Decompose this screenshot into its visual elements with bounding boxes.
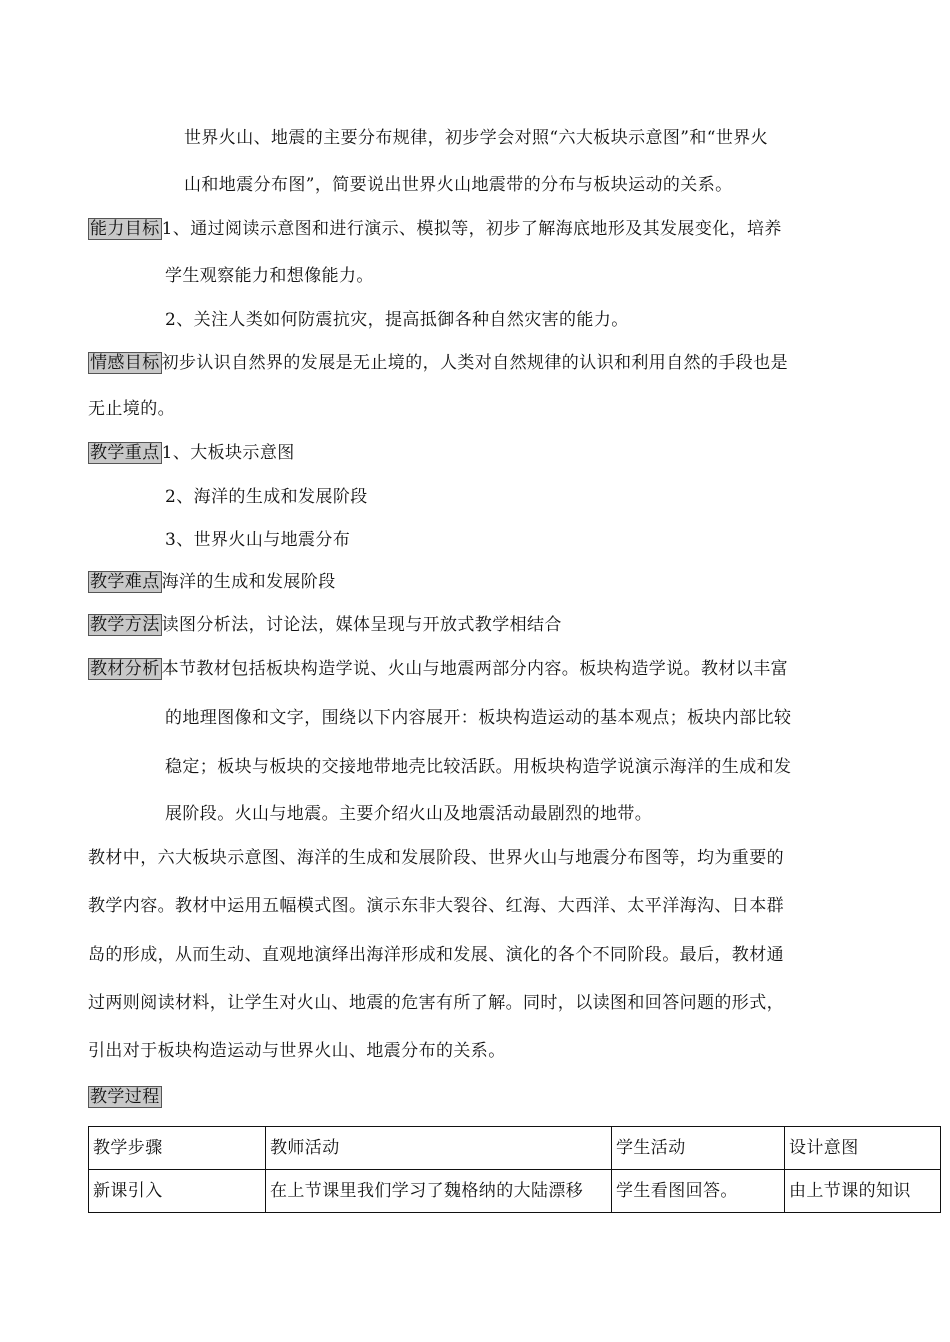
cell-student-activity: 学生看图回答。 [612,1170,785,1213]
cell-teacher-activity: 在上节课里我们学习了魏格纳的大陆漂移 [266,1170,612,1213]
difficulty-label: 教学难点 [90,572,160,592]
ability-goal-item-1: 1、通过阅读示意图和进行演示、模拟等，初步了解海底地形及其发展变化，培养 [161,219,782,239]
cell-step: 新课引入 [89,1170,266,1213]
difficulty-row [88,570,336,594]
method-text: 读图分析法，讨论法，媒体呈现与开放式教学相结合 [161,615,562,635]
key-points-label: 教学重点 [90,443,160,463]
ability-goal-label: 能力目标 [90,219,160,239]
header-step: 教学步骤 [89,1127,266,1170]
emotion-goal-text-cont: 无止境的。 [88,399,175,419]
method-label: 教学方法 [90,615,160,635]
emotion-goal-text: 初步认识自然界的发展是无止境的，人类对自然规律的认识和利用自然的手段也是 [161,353,789,373]
emotion-goal-label: 情感目标 [90,353,160,373]
paragraph-line-2: 教学内容。教材中运用五幅模式图。演示东非大裂谷、红海、大西洋、太平洋海沟、日本群 [88,896,784,916]
key-points-row [88,441,295,465]
analysis-line-1: 本节教材包括板块构造学说、火山与地震两部分内容。板块构造学说。教材以丰富 [161,659,789,679]
analysis-row [88,657,788,681]
key-point-1: 1、大板块示意图 [161,443,295,463]
paragraph-line-4: 过两则阅读材料，让学生对火山、地震的危害有所了解。同时，以读图和回答问题的形式， [88,993,784,1013]
cell-design-intent: 由上节课的知识 [785,1170,941,1213]
table-header-row [89,1127,941,1170]
ability-goal-row [88,217,782,241]
process-row [88,1085,162,1109]
goals-continued-line-1: 世界火山、地震的主要分布规律，初步学会对照“六大板块示意图”和“世界火 [184,128,769,148]
header-student-activity: 学生活动 [612,1127,785,1170]
header-design-intent: 设计意图 [785,1127,941,1170]
emotion-goal-row [88,351,788,375]
key-point-2: 2、海洋的生成和发展阶段 [165,487,368,507]
ability-goal-item-2: 2、关注人类如何防震抗灾，提高抵御各种自然灾害的能力。 [165,310,629,330]
table-row [89,1170,941,1213]
paragraph-line-5: 引出对于板块构造运动与世界火山、地震分布的关系。 [88,1041,506,1061]
paragraph-line-1: 教材中，六大板块示意图、海洋的生成和发展阶段、世界火山与地震分布图等，均为重要的 [88,848,784,868]
analysis-line-4: 展阶段。火山与地震。主要介绍火山及地震活动最剧烈的地带。 [165,804,653,824]
difficulty-text: 海洋的生成和发展阶段 [161,572,336,592]
paragraph-line-3: 岛的形成，从而生动、直观地演绎出海洋形成和发展、演化的各个不同阶段。最后，教材通 [88,945,784,965]
method-row [88,613,562,637]
header-teacher-activity: 教师活动 [266,1127,612,1170]
analysis-label: 教材分析 [90,659,160,679]
process-label: 教学过程 [90,1087,160,1107]
process-table [88,1126,941,1213]
analysis-line-2: 的地理图像和文字，围绕以下内容展开：板块构造运动的基本观点；板块内部比较 [165,708,792,728]
goals-continued-line-2: 山和地震分布图”，简要说出世界火山地震带的分布与板块运动的关系。 [184,175,733,195]
analysis-line-3: 稳定；板块与板块的交接地带地壳比较活跃。用板块构造学说演示海洋的生成和发 [165,757,792,777]
ability-goal-item-1-cont: 学生观察能力和想像能力。 [165,266,374,286]
key-point-3: 3、世界火山与地震分布 [165,530,351,550]
